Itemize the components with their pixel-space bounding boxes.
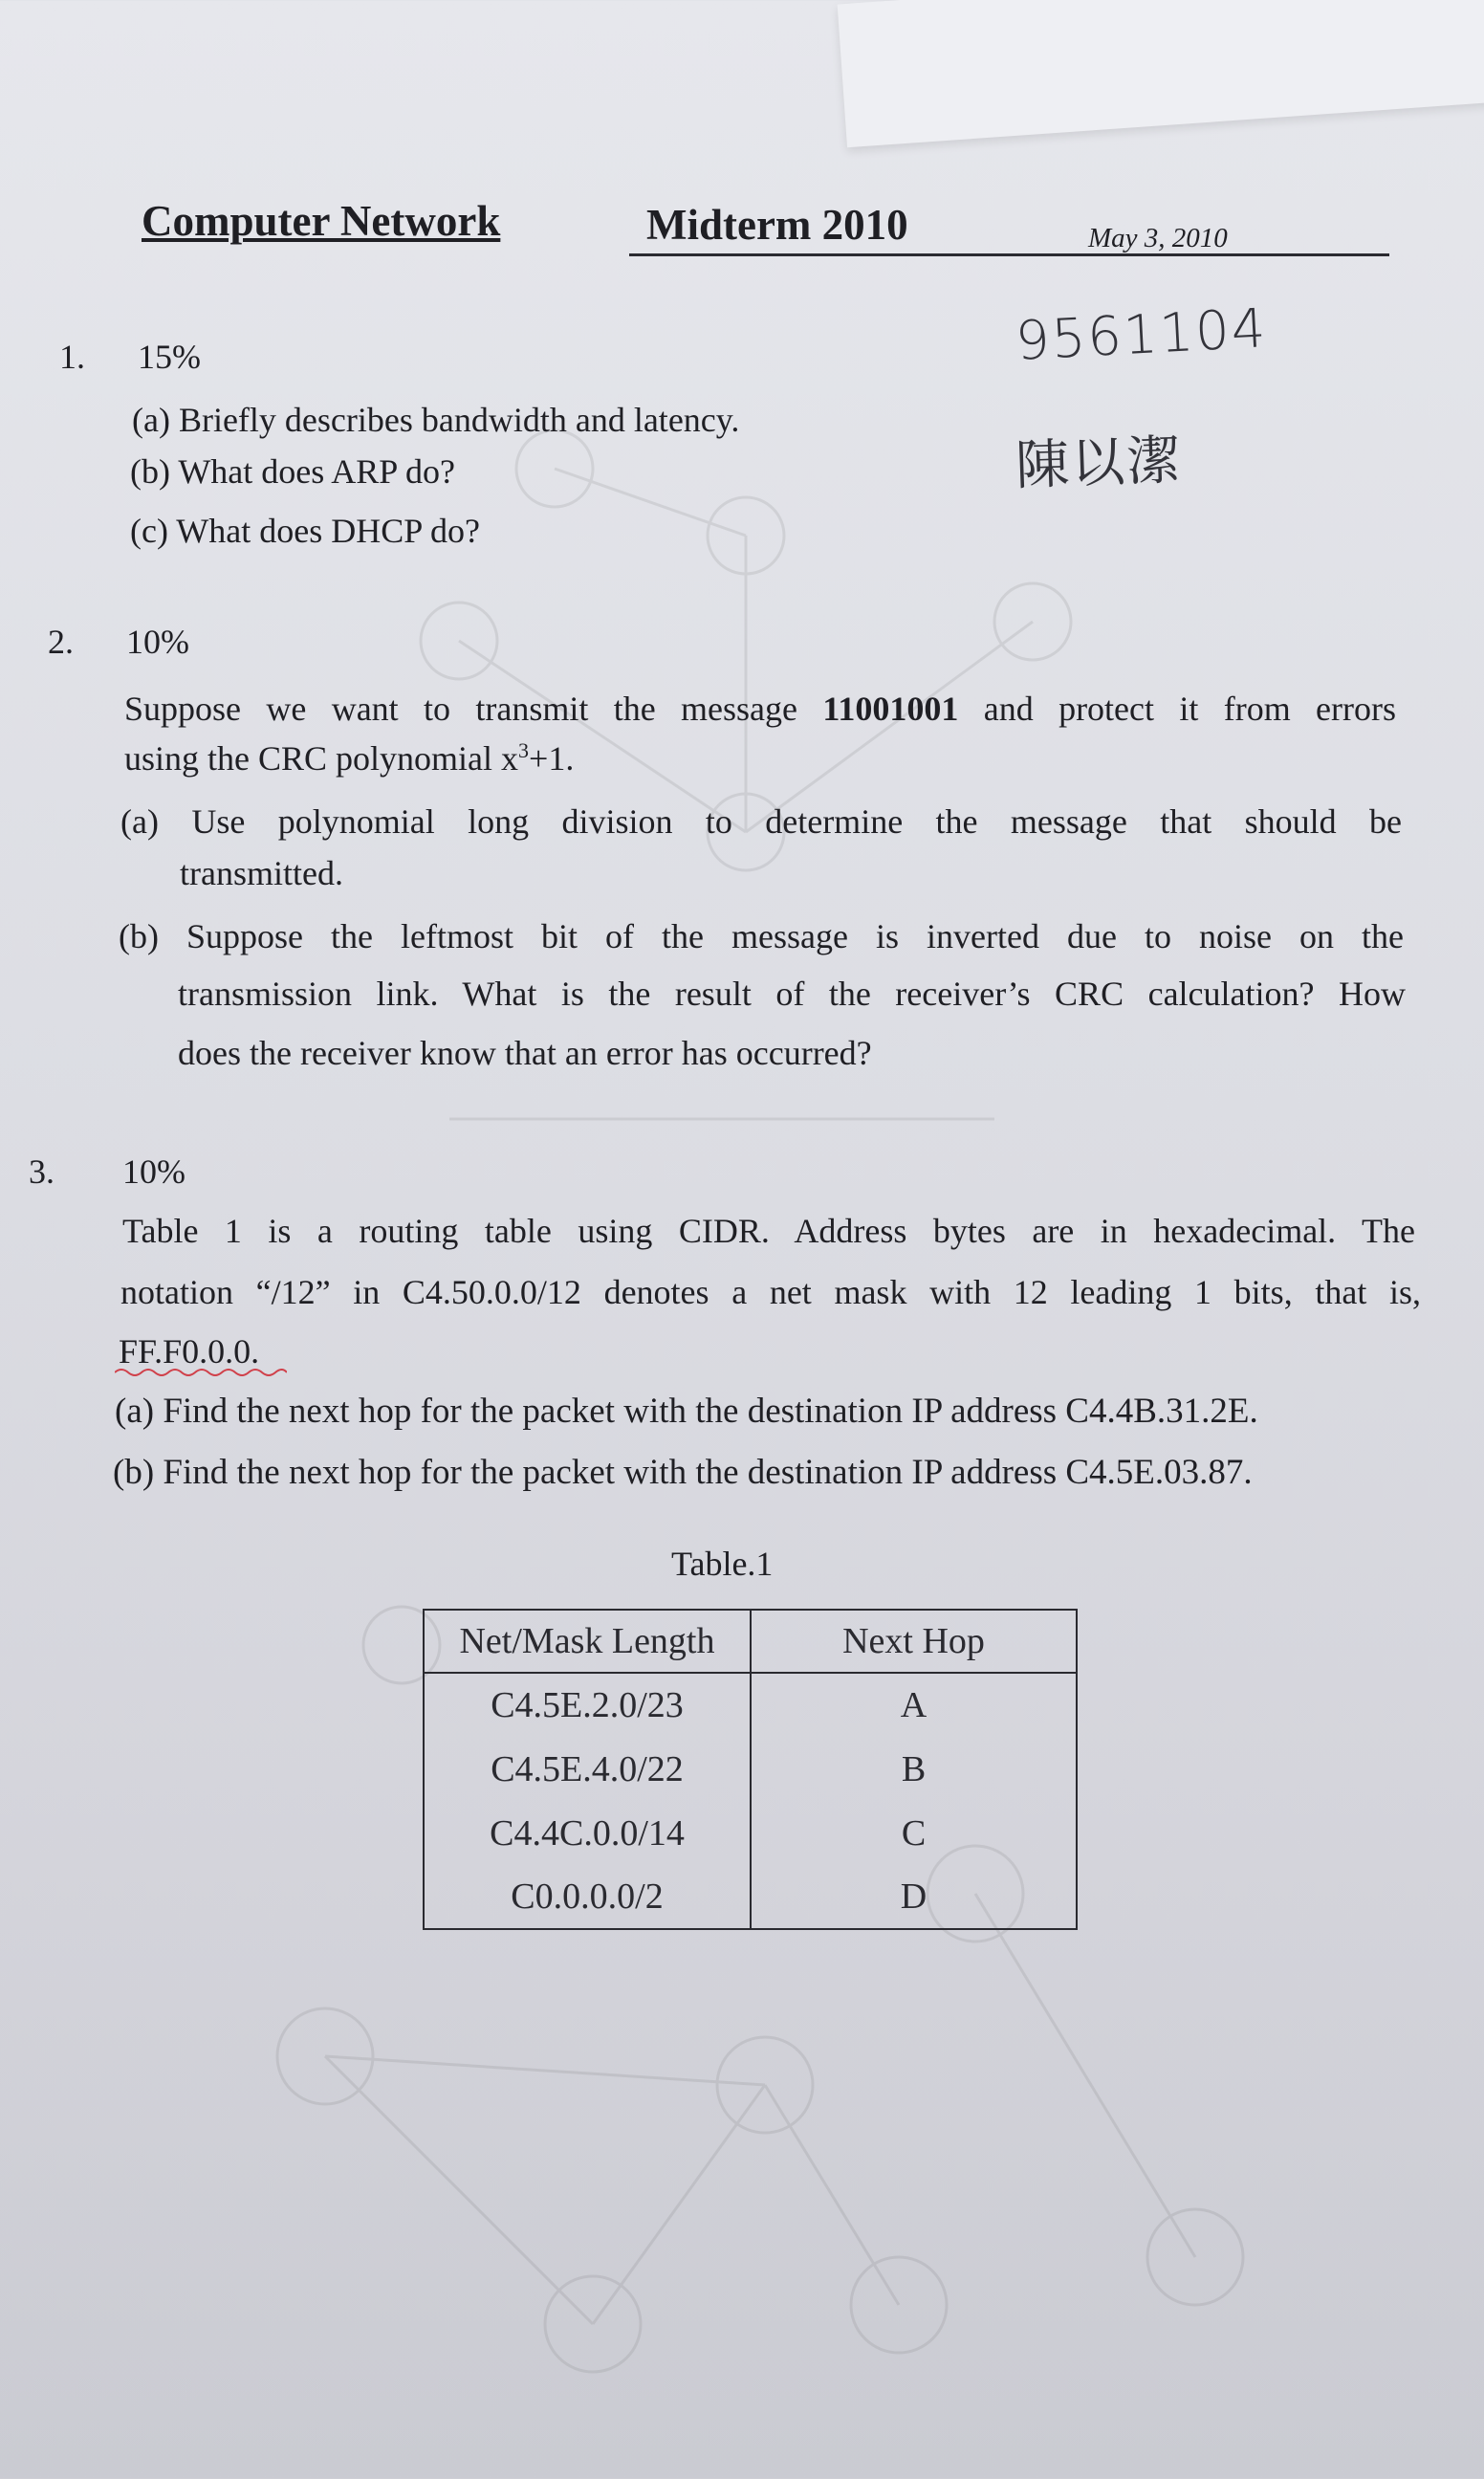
question-2-part-a-line-2: transmitted. (180, 854, 343, 892)
net-mask-cell: C4.5E.4.0/22 (424, 1737, 751, 1801)
table-row (424, 1673, 1077, 1737)
next-hop-cell: B (751, 1737, 1077, 1801)
table-row (424, 1801, 1077, 1865)
table-row (424, 1865, 1077, 1929)
question-2-part-a-line-1: (a) Use polynomial long division to determine the message that should be (120, 802, 1402, 841)
net-mask-cell: C4.5E.2.0/23 (424, 1673, 751, 1737)
routing-table (423, 1609, 1078, 1930)
question-3-number: 3. (29, 1152, 55, 1191)
question-2-number: 2. (48, 623, 74, 661)
net-mask-cell: C0.0.0.0/2 (424, 1865, 751, 1929)
question-3-intro-line-1: Table 1 is a routing table using CIDR. Address bytes are in hexadecimal. The (122, 1212, 1415, 1250)
column-header-next-hop: Next Hop (751, 1610, 1077, 1673)
question-3-part-a: (a) Find the next hop for the packet with the destination IP address C4.4B.31.2E. (115, 1392, 1258, 1431)
question-3-intro-line-2: notation “/12” in C4.50.0.0/12 denotes a net mask with 12 leading 1 bits, that is, (120, 1273, 1421, 1311)
question-1-part-a: (a) Briefly describes bandwidth and latency. (132, 401, 740, 439)
table-caption: Table.1 (671, 1545, 774, 1583)
question-1-number: 1. (59, 338, 85, 376)
header-rule (629, 253, 1389, 256)
question-2-part-b-line-1: (b) Suppose the leftmost bit of the message is inverted due to noise on the (119, 917, 1404, 955)
question-2-part-b-line-2: transmission link. What is the result of the receiver’s CRC calculation? How (178, 975, 1406, 1013)
handwritten-student-name: 陳以潔 (1015, 428, 1184, 498)
question-2-intro-line-2: using the CRC polynomial $x^3+1$. (124, 738, 575, 778)
exam-header (142, 196, 1251, 263)
question-3-intro-line-3: FF.F0.0.0. (119, 1332, 260, 1371)
next-hop-cell: A (751, 1673, 1077, 1737)
red-squiggle-underline (115, 1366, 287, 1379)
table-header-row (424, 1610, 1077, 1673)
question-2-intro-line-1: Suppose we want to transmit the message 11001001 and protect it from errors (124, 690, 1397, 728)
question-1-part-b: (b) What does ARP do? (130, 452, 455, 491)
question-1-part-c: (c) What does DHCP do? (130, 512, 480, 550)
next-hop-cell: C (751, 1801, 1077, 1865)
crc-message: 11001001 (822, 690, 959, 728)
course-title: Computer Network (142, 197, 501, 245)
handwritten-student-id: 9561104 (1014, 297, 1269, 373)
question-2-weight: 10% (126, 623, 189, 661)
next-hop-cell: D (751, 1865, 1077, 1929)
question-3-part-b: (b) Find the next hop for the packet with the destination IP address C4.5E.03.87. (113, 1453, 1253, 1492)
table-row (424, 1737, 1077, 1801)
question-2-part-b-line-3: does the receiver know that an error has occurred? (178, 1034, 872, 1072)
net-mask-cell: C4.4C.0.0/14 (424, 1801, 751, 1865)
column-header-net-mask: Net/Mask Length (424, 1610, 751, 1673)
question-3-weight: 10% (122, 1152, 186, 1191)
exam-date: May 3, 2010 (1088, 223, 1228, 253)
question-1-weight: 15% (138, 338, 201, 376)
exam-title: Midterm 2010 (646, 201, 908, 249)
